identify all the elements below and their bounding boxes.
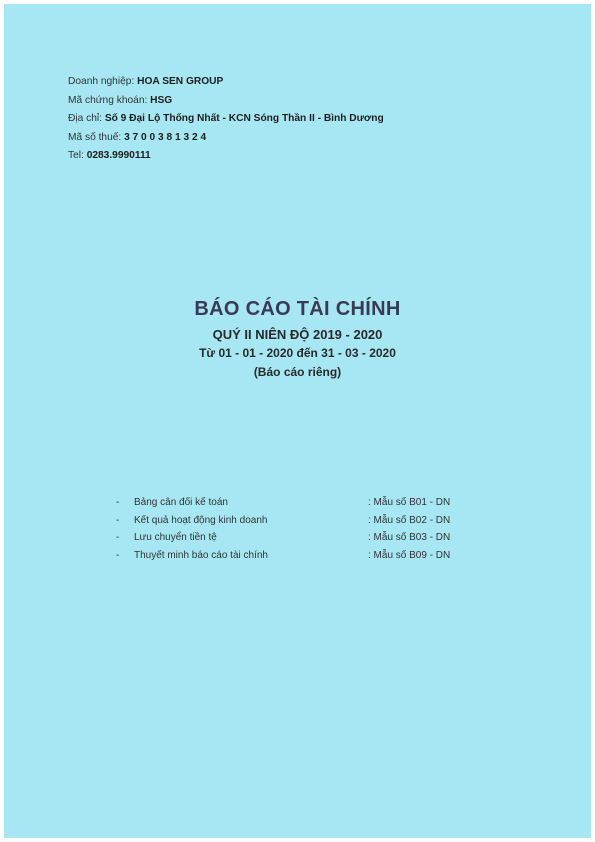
company-info <box>68 73 384 166</box>
list-item-name: Lưu chuyển tiền tệ <box>134 532 217 543</box>
title-block <box>4 296 591 382</box>
list-item-name: Thuyết minh báo cáo tài chính <box>134 549 268 561</box>
list-item-code: : Mẫu số B01 - DN <box>368 497 451 508</box>
company-name-row <box>68 73 384 92</box>
list-dash: - <box>116 514 120 526</box>
tel-label: Tel: <box>68 150 87 162</box>
ticker-value: HSG <box>150 94 173 106</box>
address-value: Số 9 Đại Lộ Thống Nhất - KCN Sóng Thần II - Bình Dương <box>104 113 384 125</box>
tax-code-value: 3 7 0 0 3 8 1 3 2 4 <box>124 131 207 143</box>
list-dash: - <box>116 549 120 561</box>
list-dash: - <box>116 497 120 508</box>
list-item-code: : Mẫu số B03 - DN <box>368 532 451 543</box>
report-period: QUÝ II NIÊN ĐỘ 2019 - 2020 <box>212 327 383 342</box>
company-name: HOA SEN GROUP <box>137 76 224 87</box>
tel-row <box>68 147 384 166</box>
report-dates: Từ 01 - 01 - 2020 đến 31 - 03 - 2020 <box>199 346 396 360</box>
address-row <box>68 110 384 129</box>
company-name-label: Doanh nghiệp: <box>68 76 138 87</box>
list-item <box>116 547 496 565</box>
list-item <box>116 494 496 512</box>
list-item-code: : Mẫu số B02 - DN <box>368 514 451 526</box>
contents-list <box>116 494 496 564</box>
ticker-row <box>68 92 384 111</box>
tel-value: 0283.9990111 <box>86 150 151 162</box>
tax-code-label: Mã số thuế: <box>68 131 125 143</box>
ticker-label: Mã chứng khoán: <box>68 94 151 106</box>
list-dash: - <box>116 532 120 543</box>
report-note: (Báo cáo riêng) <box>253 365 342 379</box>
report-title: BÁO CÁO TÀI CHÍNH <box>194 298 401 320</box>
report-cover <box>4 4 591 838</box>
list-item-code: : Mẫu số B09 - DN <box>368 549 451 561</box>
list-item-name: Kết quả hoạt động kinh doanh <box>134 514 268 526</box>
list-item-name: Bảng cân đối kế toán <box>134 497 228 508</box>
tax-code-row <box>68 129 384 148</box>
list-item <box>116 529 496 547</box>
list-item <box>116 512 496 530</box>
address-label: Địa chỉ: <box>68 113 105 125</box>
